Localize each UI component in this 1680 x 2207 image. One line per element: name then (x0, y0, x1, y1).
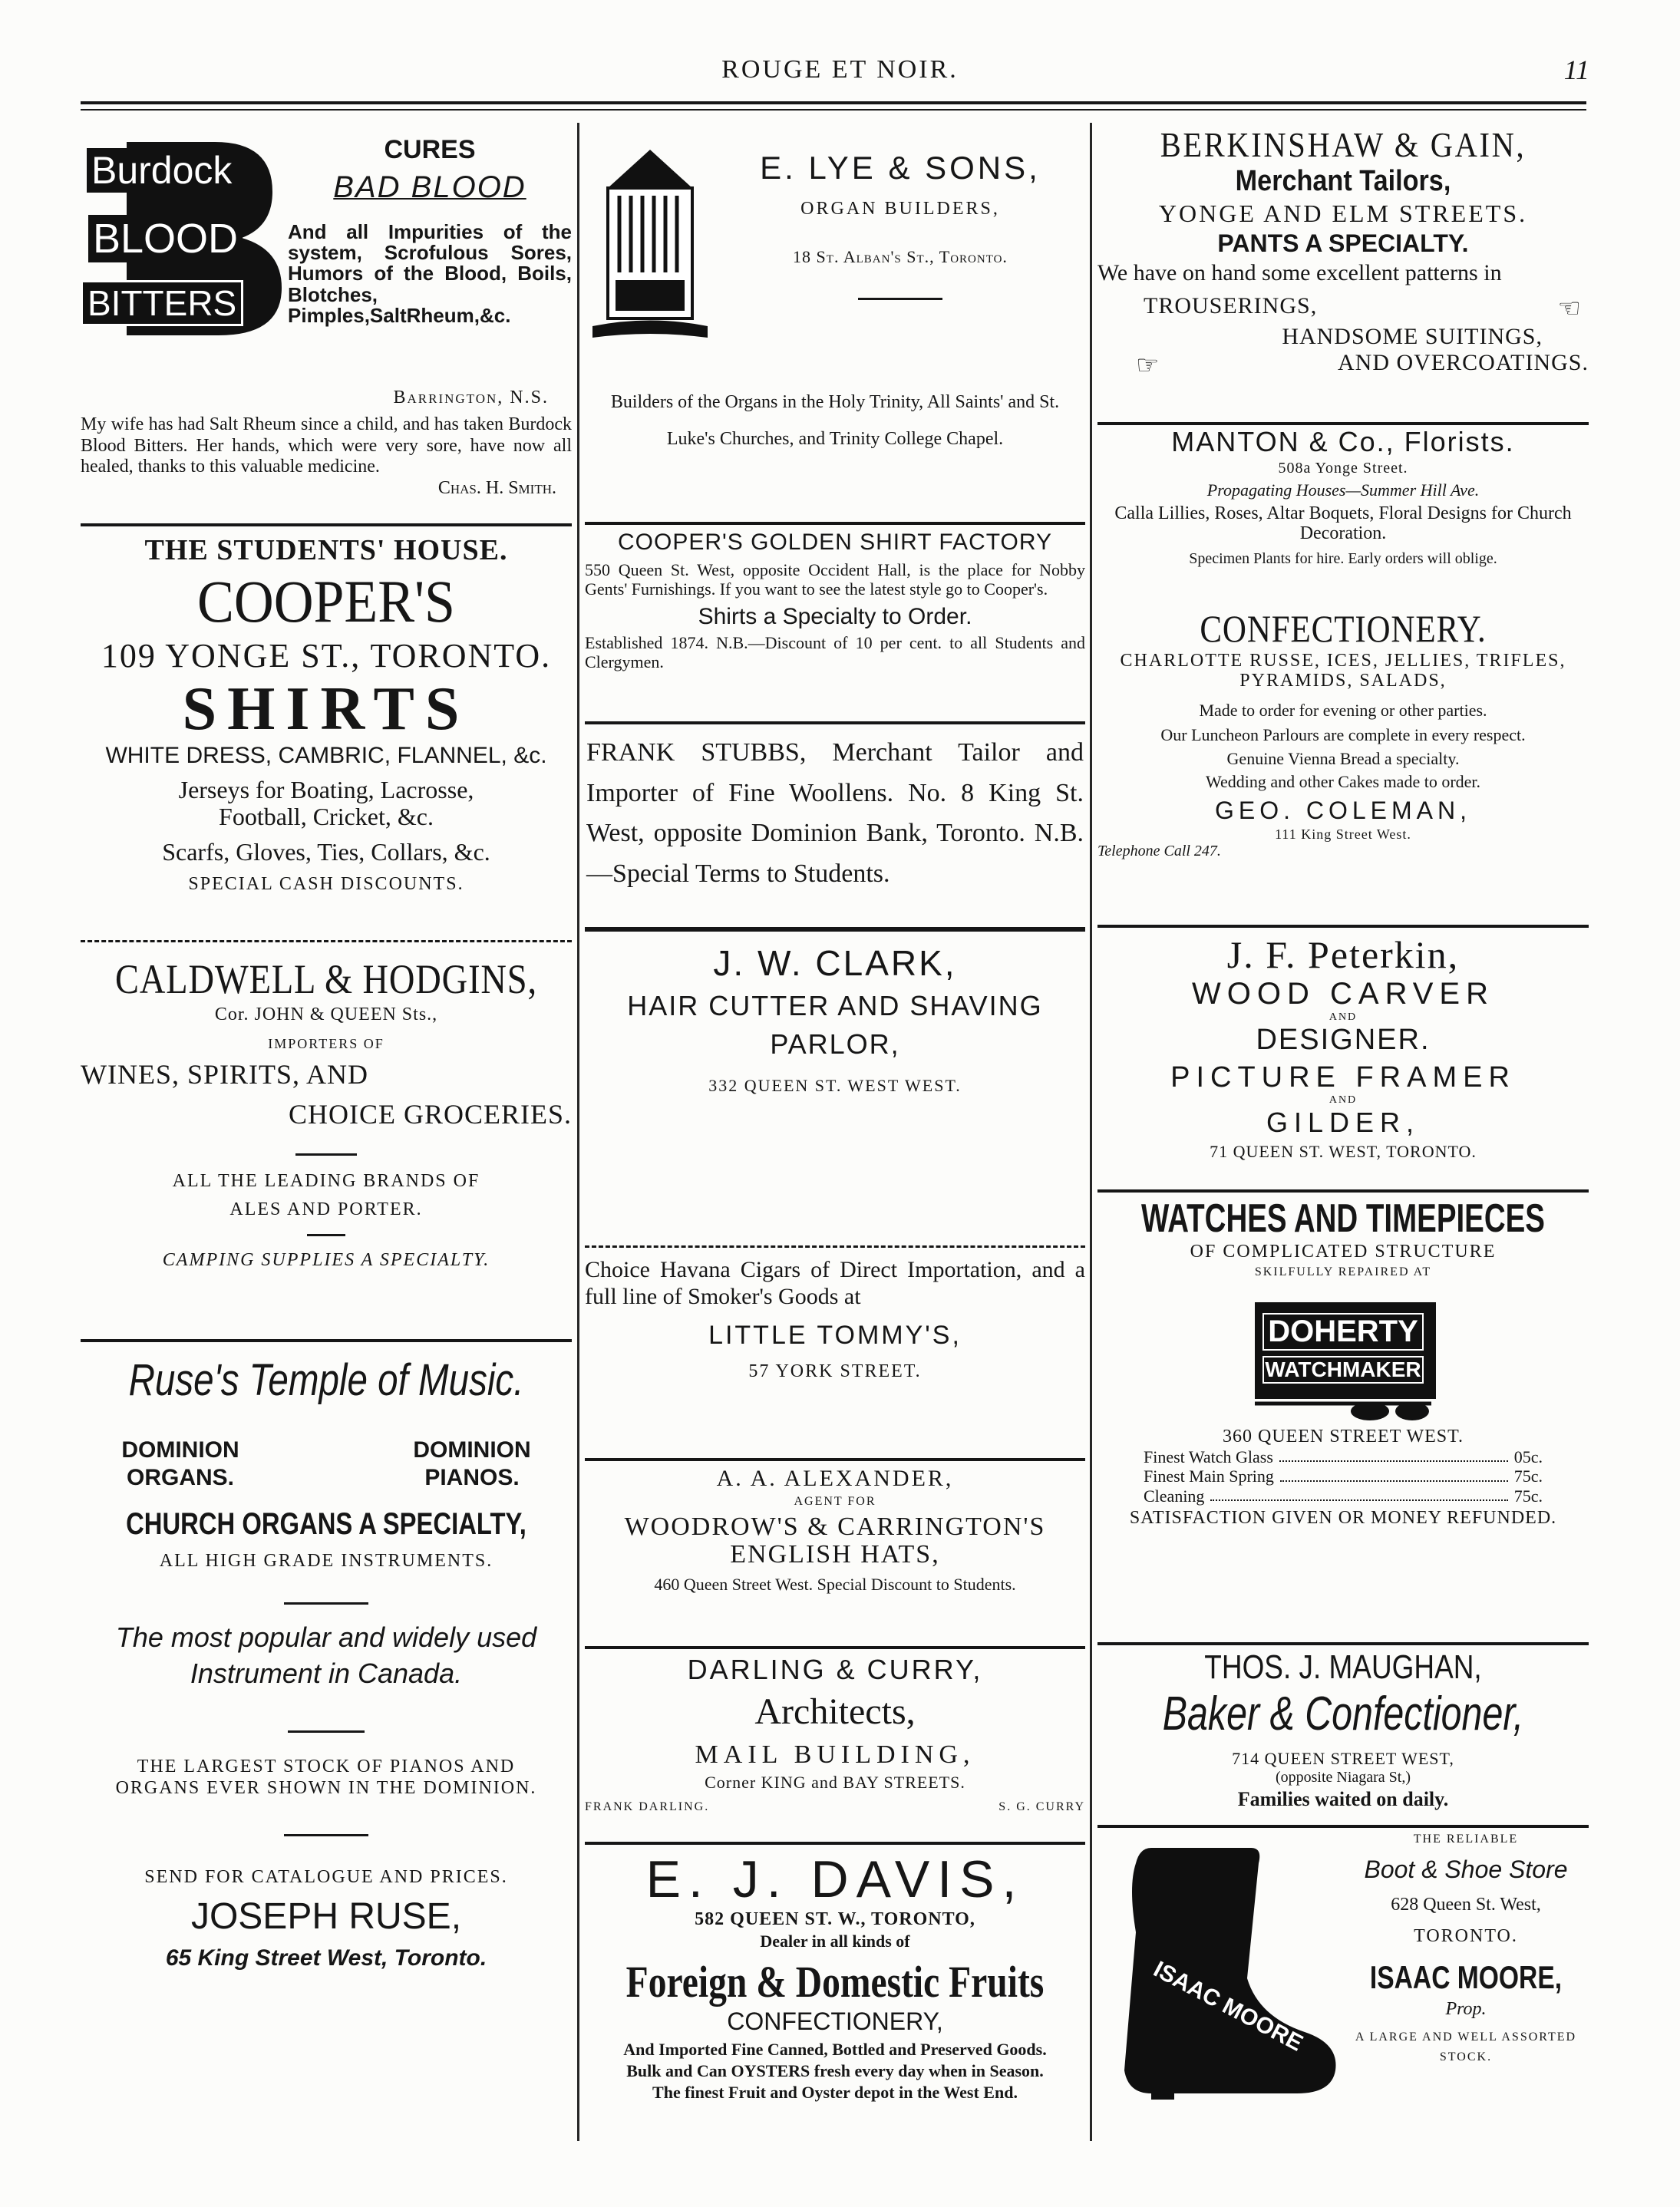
moore-address: 628 Queen St. West, (1391, 1895, 1541, 1915)
price-row (1097, 1447, 1589, 1466)
separator (585, 927, 1085, 932)
caldwell-corner: Cor. JOHN & QUEEN Sts., (214, 1005, 438, 1024)
ad-alexander-hats (585, 1466, 1085, 1595)
berkinshaw-row1 (1097, 293, 1589, 324)
ruse-title: Ruse's Temple of Music. (128, 1355, 524, 1405)
ruse-address: 65 King Street West, Toronto. (165, 1945, 487, 1971)
ad-darling-curry (585, 1654, 1085, 1814)
caldwell-camping: CAMPING SUPPLIES A SPECIALTY. (162, 1250, 490, 1270)
pipe-organ-icon (592, 142, 708, 357)
doherty-price-list (1097, 1447, 1589, 1506)
davis-dealer: Dealer in all kinds of (760, 1932, 910, 1951)
peterkin-framer: PICTURE FRAMER (1170, 1061, 1516, 1094)
davis-address: 582 QUEEN ST. W., TORONTO, (695, 1909, 975, 1929)
header-rule-thin (81, 109, 1586, 111)
bad-blood-heading: BAD BLOOD (333, 170, 526, 204)
coopers-fabrics: WHITE DRESS, CAMBRIC, FLANNEL, &c. (105, 742, 547, 768)
testimonial-text: My wife has had Salt Rheum since a child, and has taken Burdock Blood Bitters. Her hands, which were very sore, have now all healed, thanks to this valuable medicine. (81, 414, 572, 477)
ruse-dominion-organs: DOMINION ORGANS. (121, 1437, 239, 1490)
moore-store: Boot & Shoe Store (1364, 1856, 1568, 1883)
darling-building: MAIL BUILDING, (695, 1740, 975, 1769)
price-row (1097, 1466, 1589, 1486)
ruse-joseph-ruse: JOSEPH RUSE, (190, 1896, 462, 1938)
ruse-most-popular: The most popular and widely used Instrument in Canada. (115, 1621, 537, 1689)
darling-partners (585, 1800, 1085, 1814)
coopers-tagline: THE STUDENTS' HOUSE. (144, 534, 508, 566)
price-value: 05c. (1513, 1447, 1543, 1466)
peterkin-and-1: AND (1328, 1011, 1358, 1023)
price-leader (1280, 1466, 1508, 1481)
berkinshaw-patterns: We have on hand some excellent patterns in (1097, 260, 1502, 285)
page-number: 11 (1563, 54, 1589, 85)
price-value: 75c. (1513, 1466, 1543, 1486)
berkinshaw-overcoatings: AND OVERCOATINGS. (1337, 350, 1589, 375)
stubbs-text: FRANK STUBBS, Merchant Tailor and Importer of Fine Woollens. No. 8 King St. West, opposite Dominion Bank, Toronto. N.B.—Special Terms to Students. (586, 738, 1084, 889)
davis-fruits: Foreign & Domestic Fruits (625, 1957, 1045, 2007)
ad-caldwell-hodgins (81, 955, 572, 1271)
ad-berkinshaw-gain (1097, 124, 1589, 381)
organ-illustration (592, 142, 708, 357)
logo-word-bitters: BITTERS (81, 280, 243, 326)
separator (1097, 925, 1589, 928)
lye-builders-text: Builders of the Organs in the Holy Trinity, All Saints' and St. Luke's Churches, and Trinity College Chapel. (610, 392, 1060, 449)
darling-architects: Architects, (754, 1691, 916, 1732)
sign-bracket-icon (1255, 1394, 1431, 1425)
moore-reliable: THE RELIABLE (1413, 1833, 1519, 1846)
price-item: Cleaning (1144, 1486, 1205, 1506)
coopers-name: COOPER'S (197, 568, 455, 635)
coopers-jerseys: Jerseys for Boating, Lacrosse, Football, Cricket, &c. (178, 775, 474, 830)
alexander-hats: WOODROW'S & CARRINGTON'S ENGLISH HATS, (624, 1513, 1046, 1569)
conf-luncheon: Our Luncheon Parlours are complete in every respect. (1160, 724, 1526, 744)
price-item: Finest Main Spring (1144, 1466, 1274, 1486)
alexander-agent: AGENT FOR (794, 1495, 876, 1508)
manton-lillies: Calla Lillies, Roses, Altar Boquets, Floral Designs for Church Decoration. (1114, 503, 1572, 544)
ad-coopers-students-house (81, 533, 572, 895)
logo-word-blood: BLOOD (88, 215, 243, 262)
conf-russe: CHARLOTTE RUSSE, ICES, JELLIES, TRIFLES, PYRAMIDS, SALADS, (1120, 651, 1566, 691)
ad-little-tommys (585, 1257, 1085, 1382)
coopers-scarfs: Scarfs, Gloves, Ties, Collars, &c. (162, 838, 490, 866)
tommy-address: 57 YORK STREET. (748, 1361, 922, 1381)
logo-word-burdock: Burdock (87, 148, 236, 193)
doherty-satisfaction: SATISFACTION GIVEN OR MONEY REFUNDED. (1129, 1507, 1557, 1528)
ruse-high-grade: ALL HIGH GRADE INSTRUMENTS. (159, 1551, 493, 1571)
berkinshaw-row3 (1097, 350, 1589, 381)
peterkin-wood-carver: WOOD CARVER (1192, 977, 1494, 1011)
ad-confectionery-coleman (1097, 606, 1589, 860)
berkinshaw-suitings: HANDSOME SUITINGS, (1282, 324, 1543, 349)
doherty-watches: WATCHES AND TIMEPIECES (1141, 1196, 1545, 1241)
cures-heading: CURES (384, 135, 476, 164)
coopers-shirts: SHIRTS (182, 675, 470, 743)
caldwell-ales: ALES AND PORTER. (229, 1199, 423, 1219)
column-divider-left (577, 123, 579, 2141)
ruse-dominion-row (81, 1437, 572, 1492)
manton-name: MANTON & Co., Florists. (1171, 426, 1515, 457)
manton-specimen: Specimen Plants for hire. Early orders will oblige. (1189, 549, 1497, 567)
tommy-name: LITTLE TOMMY'S, (708, 1321, 962, 1350)
lye-organ-builders: ORGAN BUILDERS, (800, 199, 1000, 219)
maughan-families: Families waited on daily. (1237, 1788, 1449, 1810)
caldwell-name: CALDWELL & HODGINS, (115, 956, 537, 1002)
ad-ej-davis (585, 1849, 1085, 2103)
separator (585, 522, 1085, 525)
testimonial-signature: Chas. H. Smith. (437, 477, 556, 498)
separator (81, 1339, 572, 1342)
doherty-address: 360 QUEEN STREET WEST. (1223, 1427, 1464, 1447)
doherty-skilfully: SKILFULLY REPAIRED AT (1254, 1265, 1432, 1278)
price-item: Finest Watch Glass (1144, 1447, 1273, 1466)
testimonial-place: Barrington, N.S. (393, 388, 549, 407)
berkinshaw-tailors: Merchant Tailors, (1235, 165, 1451, 197)
golden-title: COOPER'S GOLDEN SHIRT FACTORY (618, 529, 1052, 555)
moore-name: ISAAC MOORE, (1369, 1959, 1563, 1995)
short-rule (288, 1730, 365, 1733)
short-rule (307, 1234, 345, 1236)
separator (1097, 422, 1589, 425)
davis-confectionery: CONFECTIONERY, (727, 2007, 943, 2035)
conf-wedding: Wedding and other Cakes made to order. (1205, 772, 1481, 792)
golden-desc: 550 Queen St. West, opposite Occident Hall, is the place for Nobby Gents' Furnishings. If you want to see the latest style go to Cooper's. (585, 560, 1085, 599)
peterkin-address: 71 QUEEN ST. WEST, TORONTO. (1210, 1142, 1477, 1161)
column-divider-right (1090, 123, 1092, 2141)
doherty-complicated: OF COMPLICATED STRUCTURE (1190, 1242, 1497, 1262)
ad-ruse-temple-of-music (81, 1354, 572, 1971)
price-leader (1210, 1486, 1507, 1501)
lye-name: E. LYE & SONS, (760, 150, 1041, 186)
moore-prop: Prop. (1445, 1999, 1487, 2019)
clark-parlor: PARLOR, (770, 1028, 900, 1060)
separator (1097, 1189, 1589, 1193)
peterkin-gilder: GILDER, (1266, 1107, 1421, 1138)
ad-jw-clark (585, 942, 1085, 1096)
journal-title: ROUGE ET NOIR. (721, 55, 959, 84)
conf-coleman: GEO. COLEMAN, (1214, 797, 1472, 825)
ad-isaac-moore (1097, 1833, 1589, 2109)
clark-address: 332 QUEEN ST. WEST WEST. (708, 1076, 962, 1095)
boot-text: ISAAC MOORE (1149, 1956, 1307, 2057)
caldwell-importers: IMPORTERS OF (268, 1036, 385, 1051)
short-rule (858, 298, 942, 300)
separator (1097, 1825, 1589, 1828)
clark-hair-cutter: HAIR CUTTER AND SHAVING (627, 990, 1043, 1021)
short-rule (284, 1602, 368, 1605)
peterkin-designer: DESIGNER. (1256, 1024, 1431, 1056)
separator (585, 1646, 1085, 1649)
davis-finest: The finest Fruit and Oyster depot in the West End. (652, 2083, 1018, 2103)
ruse-dominion-pianos: DOMINION PIANOS. (413, 1437, 531, 1490)
ad-frank-stubbs (585, 733, 1085, 895)
maughan-opposite: (opposite Niagara St,) (1275, 1769, 1411, 1786)
separator (585, 721, 1085, 724)
coopers-discounts: SPECIAL CASH DISCOUNTS. (188, 874, 464, 895)
alexander-name: A. A. ALEXANDER, (716, 1466, 954, 1491)
short-rule (295, 1153, 357, 1156)
separator (1097, 1642, 1589, 1645)
doherty-sign-name: DOHERTY (1262, 1313, 1424, 1351)
header-rule-thick (81, 101, 1586, 104)
column-right (1097, 115, 1589, 2149)
conf-telephone: Telephone Call 247. (1097, 843, 1221, 860)
doherty-sign (1255, 1302, 1431, 1417)
manton-houses: Propagating Houses—Summer Hill Ave. (1206, 480, 1480, 500)
separator (81, 523, 572, 526)
ad-manton-florists (1097, 426, 1589, 568)
price-row (1097, 1486, 1589, 1506)
coopers-address: 109 YONGE ST., TORONTO. (101, 636, 552, 675)
moore-stock: A LARGE AND WELL ASSORTED STOCK. (1355, 2031, 1577, 2063)
ad-burdock-blood-bitters (81, 134, 572, 518)
golden-shirts: Shirts a Specialty to Order. (698, 603, 972, 629)
davis-imported: And Imported Fine Canned, Bottled and Preserved Goods. (623, 2040, 1047, 2059)
separator (585, 1842, 1085, 1845)
burdock-description: And all Impurities of the system, Scrofulous Sores, Humors of the Blood, Boils, Blotches, Pimples,SaltRheum,&c. (288, 219, 572, 327)
ruse-church-organs: CHURCH ORGANS A SPECIALTY, (126, 1507, 526, 1541)
darling-left: FRANK DARLING. (585, 1800, 710, 1813)
short-rule (284, 1834, 368, 1836)
doherty-sign-watchmaker: WATCHMAKER (1262, 1356, 1424, 1384)
separator-dashed (585, 1245, 1085, 1248)
ad-doherty-watchmaker (1097, 1196, 1589, 1528)
conf-title: CONFECTIONERY. (1200, 607, 1487, 650)
berkinshaw-streets: YONGE AND ELM STREETS. (1158, 200, 1528, 227)
burdock-logo (81, 134, 288, 341)
maughan-baker: Baker & Confectioner, (1162, 1687, 1524, 1740)
alexander-address: 460 Queen Street West. Special Discount to Students. (654, 1575, 1016, 1595)
ad-lye-organ-builders (585, 127, 1085, 526)
darling-right: S. G. CURRY (998, 1800, 1085, 1813)
ruse-largest-stock: THE LARGEST STOCK OF PIANOS AND ORGANS EVER SHOWN IN THE DOMINION. (115, 1756, 537, 1799)
maughan-name: THOS. J. MAUGHAN, (1204, 1648, 1482, 1686)
berkinshaw-trouserings: TROUSERINGS, (1144, 293, 1318, 318)
separator-dashed (81, 940, 572, 942)
column-left (81, 115, 572, 2149)
berkinshaw-name: BERKINSHAW & GAIN, (1160, 125, 1527, 164)
column-middle (585, 115, 1085, 2149)
price-leader (1279, 1447, 1508, 1462)
manton-address: 508a Yonge Street. (1278, 460, 1408, 477)
davis-name: E. J. DAVIS, (645, 1850, 1025, 1908)
berkinshaw-pants: PANTS A SPECIALTY. (1217, 229, 1469, 257)
caldwell-wines: WINES, SPIRITS, AND (81, 1059, 369, 1090)
pointing-hand-left-icon: ☜ (1557, 295, 1581, 323)
lye-address: 18 St. Alban's St., Toronto. (793, 247, 1008, 266)
caldwell-brands: ALL THE LEADING BRANDS OF (172, 1171, 480, 1191)
separator (585, 1458, 1085, 1461)
boot-illustration (1105, 1840, 1343, 2101)
pointing-hand-right-icon: ☞ (1136, 351, 1160, 380)
darling-name: DARLING & CURRY, (687, 1654, 983, 1685)
conf-made: Made to order for evening or other parties. (1199, 700, 1487, 720)
caldwell-groceries: CHOICE GROCERIES. (288, 1099, 572, 1130)
peterkin-and-2: AND (1328, 1094, 1358, 1106)
conf-vienna: Genuine Vienna Bread a specialty. (1226, 749, 1460, 769)
page-header (0, 0, 1680, 107)
clark-name: J. W. CLARK, (713, 943, 957, 983)
peterkin-name: J. F. Peterkin, (1226, 933, 1460, 976)
tommy-desc: Choice Havana Cigars of Direct Importation, and a full line of Smoker's Goods at (585, 1257, 1085, 1309)
ruse-send-catalogue: SEND FOR CATALOGUE AND PRICES. (144, 1867, 508, 1888)
ad-maughan-baker (1097, 1648, 1589, 1811)
conf-address: 111 King Street West. (1275, 826, 1411, 843)
maughan-address: 714 QUEEN STREET WEST, (1232, 1749, 1454, 1768)
golden-established: Established 1874. N.B.—Discount of 10 per cent. to all Students and Clergymen. (585, 632, 1085, 671)
moore-toronto: TORONTO. (1414, 1926, 1518, 1946)
ad-peterkin (1097, 932, 1589, 1162)
price-value: 75c. (1513, 1486, 1543, 1506)
davis-oysters: Bulk and Can OYSTERS fresh every day when in Season. (626, 2061, 1044, 2081)
darling-corner: Corner KING and BAY STREETS. (705, 1773, 965, 1792)
ad-coopers-golden-shirt-factory (585, 529, 1085, 671)
